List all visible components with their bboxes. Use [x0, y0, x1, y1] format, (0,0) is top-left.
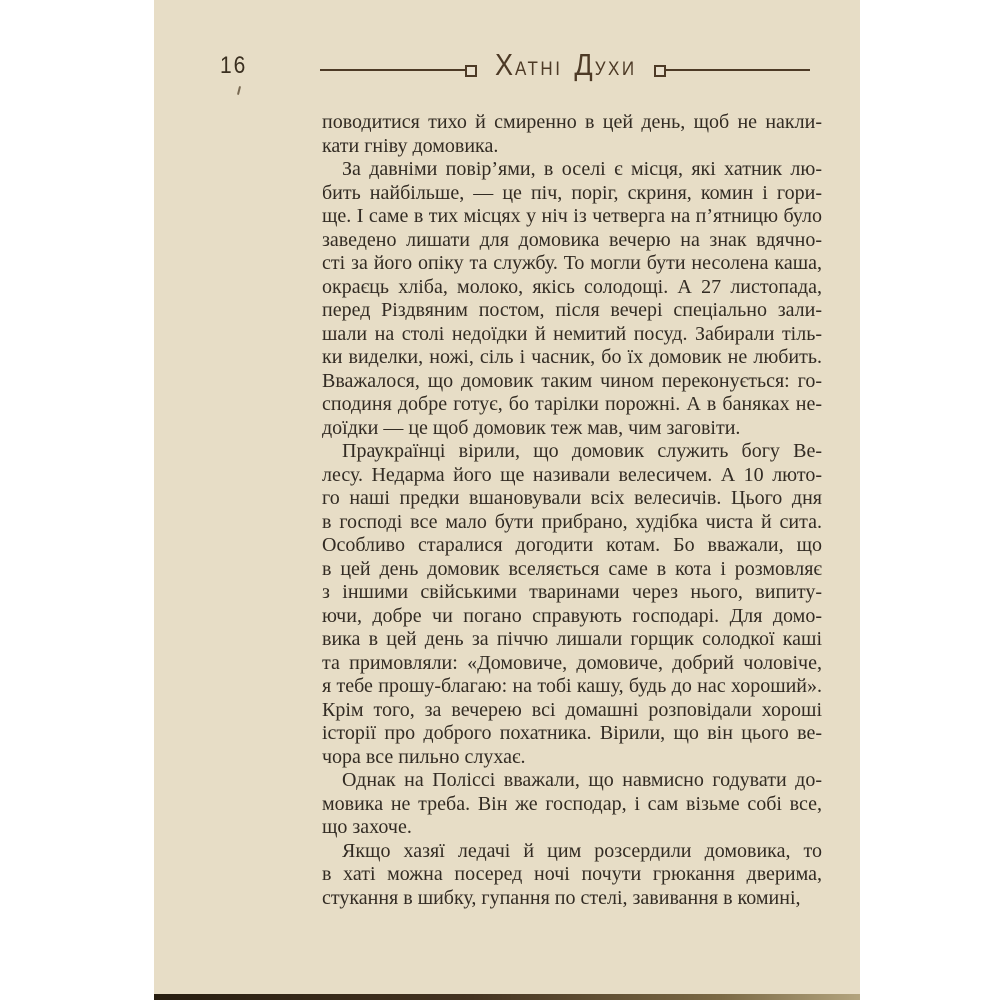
text-line: Якщо хазяї ледачі й цим розсердили домовика, то	[342, 839, 822, 862]
text-line: перед Різдвяним постом, після вечері спеціально зали-	[322, 299, 822, 321]
paragraph	[322, 840, 822, 911]
page-number: 16	[220, 52, 248, 79]
text-line: чора все пильно слухає.	[322, 745, 526, 768]
header-ornament-square-right	[654, 65, 666, 77]
title-rest: УХИ	[594, 58, 637, 80]
title-initial: Д	[574, 48, 595, 82]
text-line: бить найбільше, — це піч, поріг, скриня, комин і гори-	[322, 181, 822, 204]
text-line: мовика не треба. Він же господар, і сам візьме собі все,	[322, 792, 822, 815]
text-line: в господі все мало бути прибрано, худібка чиста й сита.	[322, 510, 822, 533]
paragraph	[322, 440, 822, 769]
text-line: сподиня добре готує, бо тарілки порожні. А в баняках не-	[322, 393, 822, 415]
text-line: Крім того, за вечерею всі домашні розповідали хороші	[322, 698, 822, 721]
text-line: стукання в шибку, гупання по стелі, завивання в комині,	[322, 886, 801, 909]
text-line: з іншими свійськими тваринами через нього, випиту-	[322, 581, 822, 603]
text-line: ки виделки, ножі, сіль і часник, бо їх домовик не любить.	[322, 346, 822, 368]
text-line: поводитися тихо й смиренно в цей день, щоб не накли-	[322, 111, 822, 133]
body-text	[322, 111, 822, 910]
text-line: Вважалося, що домовик таким чином переконується: го-	[322, 369, 822, 392]
text-line: ючи, добре чи погано справують господарі. Для домо-	[322, 604, 822, 627]
header-rule-right	[666, 69, 810, 71]
text-line: та примовляли: «Домовиче, домовиче, добрий чоловіче,	[322, 651, 822, 674]
paragraph	[322, 158, 822, 440]
text-line: За давніми повір’ями, в оселі є місця, які хатник лю-	[342, 158, 822, 180]
text-line: Особливо старалися догодити котам. Бо вважали, що	[322, 534, 822, 556]
header-ornament-square-left	[465, 65, 477, 77]
text-line: заведено лишати для домовика вечерю на знак вдячно-	[322, 228, 822, 251]
text-line: сті за його опіку та службу. То могли бути несолена каша,	[322, 252, 822, 274]
text-line: шали на столі недоїдки й немитий посуд. Забирали тіль-	[322, 322, 822, 345]
header-rule-left	[320, 69, 466, 71]
scan-bottom-edge	[154, 994, 860, 1000]
text-line: ще. І саме в тих місцях у ніч із четверга на п’ятницю було	[322, 205, 822, 227]
text-line: вика в цей день за піччю лишали горщик солодкої каші	[322, 628, 822, 650]
paragraph	[322, 111, 822, 158]
chapter-title	[495, 48, 635, 83]
text-line: я тебе прошу-благаю: на тобі кашу, будь до нас хороший».	[322, 675, 822, 697]
text-line: го наші предки вшановували всіх велесичів. Цього дня	[322, 487, 822, 509]
title-rest: АТНІ	[515, 58, 563, 80]
text-line: що захоче.	[322, 816, 412, 838]
ink-mark	[237, 86, 241, 95]
text-line: доїдки — це щоб домовик теж мав, чим заговіти.	[322, 416, 741, 439]
scanned-book-page	[154, 0, 860, 1000]
text-line: в цей день домовик вселяється саме в кота і розмовляє	[322, 557, 822, 580]
text-line: Однак на Поліссі вважали, що навмисно годувати до-	[342, 769, 822, 791]
text-line: Праукраїнці вірили, що домовик служить богу Ве-	[342, 440, 822, 462]
text-line: історії про доброго похатника. Вірили, що він цього ве-	[322, 722, 822, 744]
text-line: лесу. Недарма його ще називали велесичем. А 10 люто-	[322, 463, 822, 486]
paragraph	[322, 769, 822, 840]
text-line: кати гніву домовика.	[322, 134, 499, 157]
text-line: окраєць хліба, молоко, якісь солодощі. А 27 листопада,	[322, 275, 822, 298]
text-line: в хаті можна посеред ночі почути грюкання дверима,	[322, 863, 822, 885]
title-initial: Х	[495, 48, 516, 82]
